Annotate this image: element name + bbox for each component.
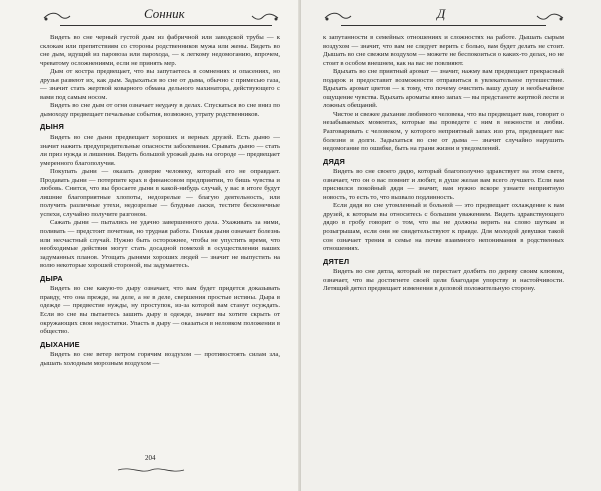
entry-heading: ДЯТЕЛ bbox=[323, 256, 350, 266]
right-page-body bbox=[323, 34, 564, 294]
entry-paragraph: Видеть во сне дым от огня означает неудачу в делах. Спускаться во сне вниз по дымоходу предвещает печальные события, возможно, утрату родственников. bbox=[40, 102, 280, 118]
entry-paragraph: Видеть во сне ветер ветром горячим воздухом — противостоять силам зла, дышать холодным морозным воздухом — bbox=[40, 351, 280, 367]
entry-paragraph: Чистое и свежее дыхание любимого человека, что вы предвещает вам, говорит о незабываемых моментах, которые вы проведете с ним в нежности и любви. Разговаривать с человеком, у которого неприятный запах изо рта, предвещает вас болезни и долги. Задыхаться во сне от дыма — значит случайно нарушить недомогание по ошибке, быть на грани жизни и уведомлений. bbox=[323, 110, 564, 153]
right-running-head-letter: Д bbox=[437, 6, 446, 21]
entry-paragraph: Видеть во сне дыни предвещает хороших и верных друзей. Есть дыню — значит нажить предупредительные опасности заболевания. Срывать дыню — стать ли приз нужда и лишения. Видеть большой урожай дынь на огороде — предвещает умеренного благополучия. bbox=[40, 134, 280, 167]
entry-heading: ДЫНЯ bbox=[40, 122, 64, 132]
entry-heading: ДЫХАНИЕ bbox=[40, 339, 80, 349]
left-page bbox=[0, 0, 300, 491]
entry-paragraph: к запутанности в семейных отношениях и сложностях на работе. Дышать сырым воздухом — значит, что вам не следует верить с болью, вам будет делать не стоит. Дышать во сне свежим воздухом — можете не беспокоиться о каких-то делах, но не стоит в особом внешнем, как на вас не повлияют. bbox=[323, 34, 564, 67]
entry-paragraph: Видеть во сне черный густой дым из фабричной или заводской трубы — к склокам или препятствиям со стороны родственников мужа или жены. Видеть во сне дым, идущий из паровоза или парохода, — к легкому недомоганию, впрочем, чреватому осложнениями, если не принять мер. bbox=[40, 34, 280, 67]
right-running-header bbox=[323, 4, 564, 28]
entry-paragraph: Вдыхать во сне приятный аромат — значит, нажму вам предвещает прекрасный подарок и предоставит возможности отправиться в увлекательное путешествие. Вдыхать аромат цветов — к тому, что почему очистить вашу душу и необычайное ощущение чувства. Вдыхать ароматы явно запах — вы предстанете жертвой лести и ложных обещаний. bbox=[323, 68, 564, 110]
entry-heading: ДЯДЯ bbox=[323, 156, 345, 166]
entry-paragraph: Если дядя во сне утомленный и больной — это предвещает охлаждение к вам друзей, к которым вы относитесь с большим уважением. Видеть здравствующего дядю в гробу говорит о том, что вы не должны верить на слово шуткам и розыгрышам, если они не свидетельствуют к правде. Для молодой девушки такой сон означает трения в семье на почве взаимного непонимания в родственных отношениях. bbox=[323, 202, 564, 253]
entry-paragraph: Дым от костра предвещает, что вы запутаетесь в сомнениях и опасениях, но друзья развеют их, как дым. Задыхаться во сне от дыма, обычно с примесью газа, — значит стать жертвой коварного обмана дельного махинатора, действующего с вами под самым носом. bbox=[40, 68, 280, 101]
left-running-head-title: Сонник bbox=[144, 6, 185, 21]
right-header-ornament-right-icon bbox=[535, 12, 565, 24]
right-page bbox=[301, 0, 601, 491]
entry-heading: ДЫРА bbox=[40, 273, 63, 283]
entry-paragraph: Покупать дыни — оказать доверие человеку, который его не оправдает. Продавать дыни — потерпите крах в финансовом предприятии, то бишь чувства и любовь. Снится, что вы бросаете дыни в какой-нибудь случай, у вас в итоге будут лишние благоприятные хлопоты, недозрелые — благую деятельность, или получить различные утехи, недозрелые — блудные ласки, тестите бесконечные успехи, случайно получите разгоном. bbox=[40, 168, 280, 218]
page-number: 204 bbox=[145, 454, 156, 462]
entry-paragraph: Сажать дыни — пытались не удачно завершенного дела. Ухаживать за ними, поливать — предстоит почетная, но трудная работа. Гнилая дыня означает болезнь или несчастный случай. Нужно быть осторожнее, чтобы не упустить время, что необходимые действия могут стать досадной помехой в осуществлении ваших задуманных планов. Угощать дынями хороших людей — значит не выпустить на волю некоторые хорошей стороной, вы задумаетесь. bbox=[40, 219, 280, 270]
right-header-rule bbox=[341, 25, 546, 26]
left-header-ornament-icon bbox=[42, 12, 72, 24]
entry-paragraph: Видеть во сне какую-то дыру означает, что вам будет придется доказывать правду, что она прежде, на деле, а не в деле, свершения простые истины. Дыра в одежде — предвестие нужды, ну проступок, из-за которой вам станут осуждать. Если во сне вы пытаетесь зашить дыру в одежде, значит вы хотите скрыть от окружающих свои недостатки. Упасть в дыру — оказаться в неловком положении в общество. bbox=[40, 285, 280, 336]
right-header-ornament-icon bbox=[323, 12, 353, 24]
left-running-header bbox=[40, 4, 280, 28]
entry-paragraph: Видеть во сне своего дядю, который благополучно здравствует на этом свете, означает, что он о вас помнит и любит, в душе желая вам всего лучшего. Если вам приснился покойный дядя — значит, вам нужно вскоре узнаете неприятную новость, то есть то, что вызвало подлинность. bbox=[323, 168, 564, 201]
footer-ornament-icon bbox=[116, 466, 186, 474]
entry-paragraph: Видеть во сне дятла, который не перестает долбить по дереву своим клювом, означает, что вы достигнете своей цели благодаря упорству и настойчивости. Летящий дятел предвещает изменения в деловой положительную сторону. bbox=[323, 268, 564, 293]
left-header-ornament-right-icon bbox=[250, 12, 280, 24]
left-page-body bbox=[40, 34, 280, 368]
left-header-rule bbox=[60, 25, 272, 26]
